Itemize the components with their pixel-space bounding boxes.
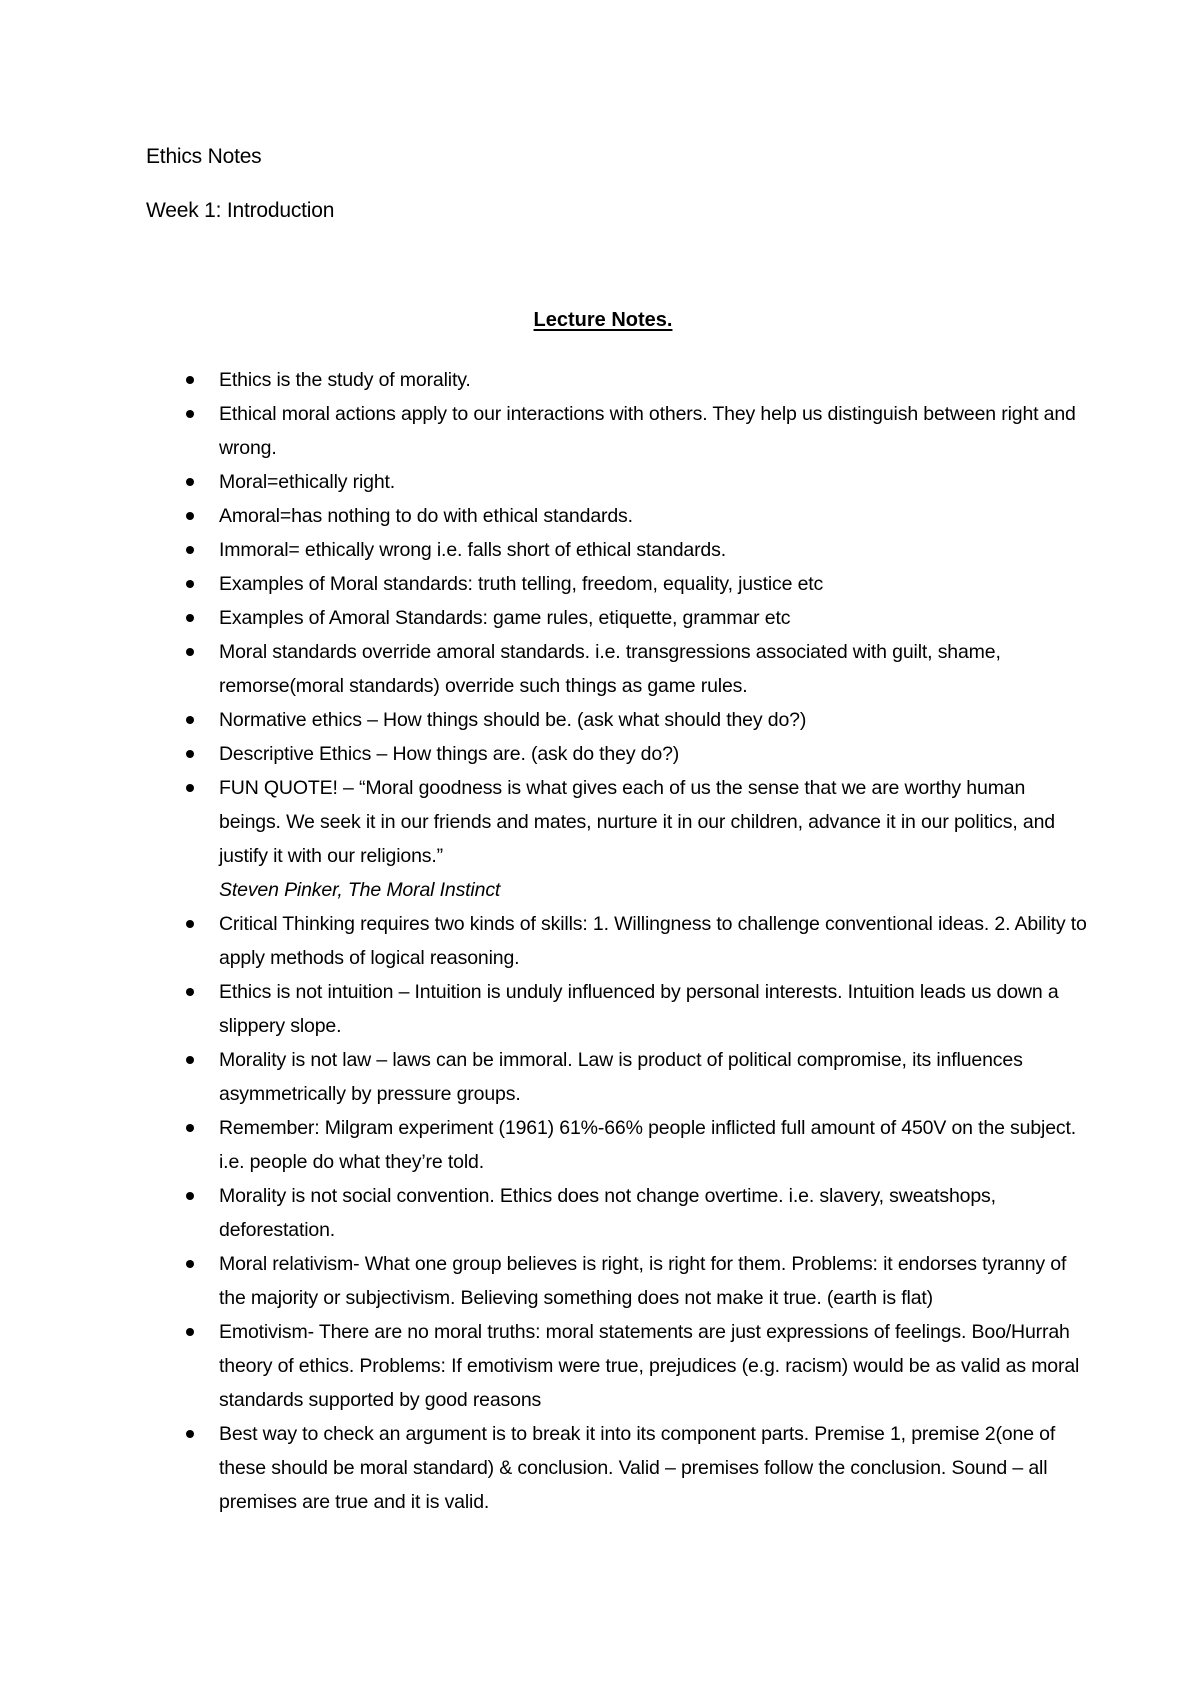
note-text: Morality is not social convention. Ethics does not change overtime. i.e. slavery, sweatshops, deforestation. [219, 1185, 996, 1241]
bullet-icon [186, 567, 196, 601]
bullet-icon [186, 703, 196, 737]
list-item [0, 601, 1089, 635]
note-text: Remember: Milgram experiment (1961) 61%-66% people inflicted full amount of 450V on the subject. i.e. people do what they’re told. [219, 1117, 1077, 1173]
note-text: Immoral= ethically wrong i.e. falls short of ethical standards. [219, 539, 726, 561]
section-heading: Lecture Notes. [533, 309, 673, 331]
bullet-icon [186, 499, 196, 533]
list-item [0, 1247, 1089, 1315]
bullet-icon [186, 533, 196, 567]
note-text: Critical Thinking requires two kinds of skills: 1. Willingness to challenge conventional ideas. 2. Ability to apply methods of logical reasoning. [219, 913, 1087, 969]
list-item [0, 499, 1089, 533]
note-text: Examples of Moral standards: truth telling, freedom, equality, justice etc [219, 573, 824, 595]
document-title: Ethics Notes [146, 145, 262, 168]
list-item [0, 1043, 1089, 1111]
bullet-icon [186, 465, 196, 499]
bullet-icon [186, 975, 196, 1009]
note-text: Amoral=has nothing to do with ethical standards. [219, 505, 633, 527]
list-item-quote [0, 771, 1089, 907]
quote-text: FUN QUOTE! – “Moral goodness is what gives each of us the sense that we are worthy human beings. We seek it in our friends and mates, nurture it in our children, advance it in our politics, and justify it with our religions.” [219, 777, 1055, 867]
note-text: Best way to check an argument is to break it into its component parts. Premise 1, premise 2(one of these should be moral standard) & conclusion. Valid – premises follow the conclusion. Sound – all premises are true and it is valid. [219, 1423, 1056, 1513]
bullet-icon [186, 635, 196, 669]
list-item [0, 465, 1089, 499]
list-item [0, 363, 1089, 397]
note-text: Morality is not law – laws can be immoral. Law is product of political compromise, its influences asymmetrically by pressure groups. [219, 1049, 1023, 1105]
note-text: Emotivism- There are no moral truths: moral statements are just expressions of feelings. Boo/Hurrah theory of ethics. Problems: If emotivism were true, prejudices (e.g. racism) would be as valid as moral standards supported by good reasons [219, 1321, 1080, 1411]
list-item [0, 635, 1089, 703]
bullet-icon [186, 363, 196, 397]
bullet-icon [186, 1247, 196, 1281]
document-subtitle: Week 1: Introduction [146, 199, 335, 222]
list-item [0, 533, 1089, 567]
bullet-icon [186, 601, 196, 635]
list-item [0, 703, 1089, 737]
bullet-icon [186, 1043, 196, 1077]
list-item [0, 567, 1089, 601]
list-item [0, 1417, 1089, 1519]
note-text: Moral=ethically right. [219, 471, 396, 493]
bullet-icon [186, 397, 196, 431]
list-item [0, 1111, 1089, 1179]
note-text: Examples of Amoral Standards: game rules, etiquette, grammar etc [219, 607, 791, 629]
note-text: Normative ethics – How things should be. (ask what should they do?) [219, 709, 807, 731]
list-item [0, 1315, 1089, 1417]
note-text: Descriptive Ethics – How things are. (ask do they do?) [219, 743, 680, 765]
bullet-icon [186, 1179, 196, 1213]
note-text: Ethics is the study of morality. [219, 369, 471, 391]
note-text: Moral relativism- What one group believes is right, is right for them. Problems: it endorses tyranny of the majority or subjectivism. Believing something does not make it true. (earth is flat) [219, 1253, 1067, 1309]
note-text: Ethical moral actions apply to our interactions with others. They help us distinguish between right and wrong. [219, 403, 1076, 459]
bullet-icon [186, 737, 196, 771]
bullet-icon [186, 1417, 196, 1451]
lecture-notes-list [0, 363, 1200, 1519]
bullet-icon [186, 771, 196, 805]
list-item [0, 397, 1089, 465]
bullet-icon [186, 1315, 196, 1349]
list-item [0, 737, 1089, 771]
list-item [0, 907, 1089, 975]
note-text: Ethics is not intuition – Intuition is unduly influenced by personal interests. Intuition leads us down a slippery slope. [219, 981, 1059, 1037]
quote-attribution: Steven Pinker, The Moral Instinct [219, 879, 501, 901]
list-item [0, 975, 1089, 1043]
bullet-icon [186, 1111, 196, 1145]
bullet-icon [186, 907, 196, 941]
list-item [0, 1179, 1089, 1247]
note-text: Moral standards override amoral standards. i.e. transgressions associated with guilt, shame, remorse(moral standards) override such things as game rules. [219, 641, 1001, 697]
